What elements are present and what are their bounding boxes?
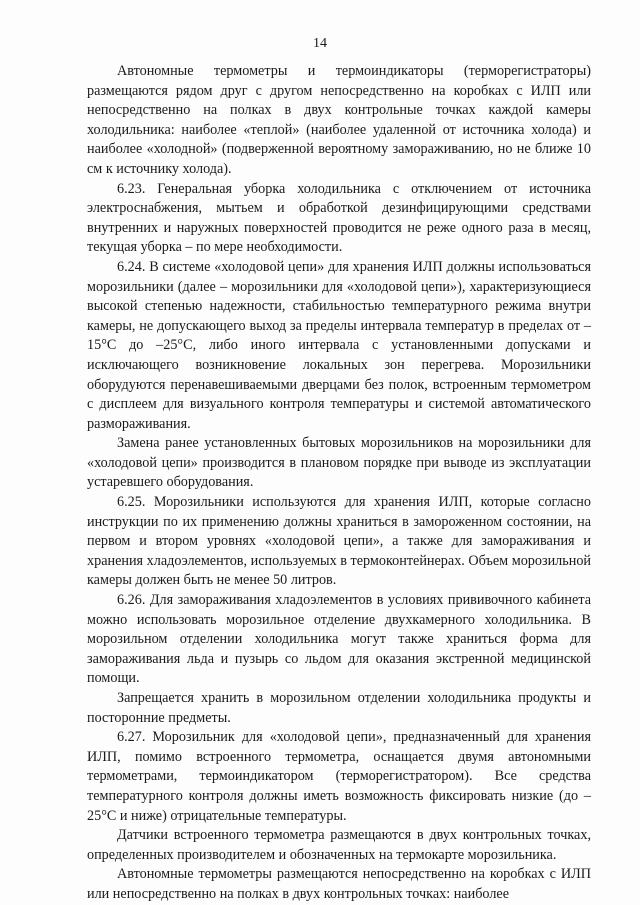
paragraph: 6.23. Генеральная уборка холодильника с отключением от источника электроснабжения, мытьем и обработкой дезинфицирующими средствами внутренних и наружных поверхностей проводится не реже одного раза в месяц, текущая уборка – по мере необходимости.: [87, 180, 591, 256]
paragraph: 6.27. Морозильник для «холодовой цепи», предназначенный для хранения ИЛП, помимо встроенного термометра, оснащается двумя автономными термометрами, термоиндикатором (терморегистратором). Все средства температурного контроля должны иметь возможность фиксировать низкие (до –25°С и ниже) отрицательные температуры.: [87, 729, 591, 824]
paragraph: Автономные термометры размещаются непосредственно на коробках с ИЛП или непосредственно на полках в двух контрольных точках: наиболее: [87, 866, 591, 902]
document-body: [87, 62, 591, 905]
paragraph: Автономные термометры и термоиндикаторы (терморегистраторы) размещаются рядом друг с другом непосредственно на коробках с ИЛП или непосредственно на полках в двух контрольные точках каждой камеры холодильника: наиболее «теплой» (наиболее удаленной от источника холода) и наиболее «холодной» (подверженной вероятному замораживанию, но не ближе 10 см к источнику холода).: [87, 63, 591, 177]
page-number: 14: [313, 36, 327, 51]
paragraph: 6.25. Морозильники используются для хранения ИЛП, которые согласно инструкции по их применению должны храниться в замороженном состоянии, на первом и втором уровнях «холодовой цепи», а также для замораживания и хранения хладоэлементов, используемых в термоконтейнерах. Объем морозильной камеры должен быть не менее 50 литров.: [87, 494, 591, 589]
paragraph: Замена ранее установленных бытовых морозильников на морозильники для «холодовой цепи» производится в плановом порядке при выводе из эксплуатации устаревшего оборудования.: [87, 435, 591, 491]
paragraph: 6.26. Для замораживания хладоэлементов в условиях прививочного кабинета можно использовать морозильное отделение двухкамерного холодильника. В морозильном отделении холодильника могут также храниться форма для замораживания льда и пузырь со льдом для оказания экстренной медицинской помощи.: [87, 592, 591, 687]
paragraph: 6.24. В системе «холодовой цепи» для хранения ИЛП должны использоваться морозильники (далее – морозильники для «холодовой цепи»), характеризующиеся высокой степенью надежности, стабильностью температурного режима внутри камеры, не допускающего выход за пределы интервала температур в пределах от –15°С до –25°С, либо иного интервала с установленными допусками и исключающего возникновение локальных зон перегрева. Морозильники оборудуются перенавешиваемыми дверцами без полок, встроенным термометром с дисплеем для визуального контроля температуры и системой автоматического размораживания.: [87, 258, 591, 432]
paragraph: Запрещается хранить в морозильном отделении холодильника продукты и посторонние предметы.: [87, 690, 591, 726]
paragraph: Датчики встроенного термометра размещаются в двух контрольных точках, определенных производителем и обозначенных на термокарте морозильника.: [87, 827, 591, 863]
